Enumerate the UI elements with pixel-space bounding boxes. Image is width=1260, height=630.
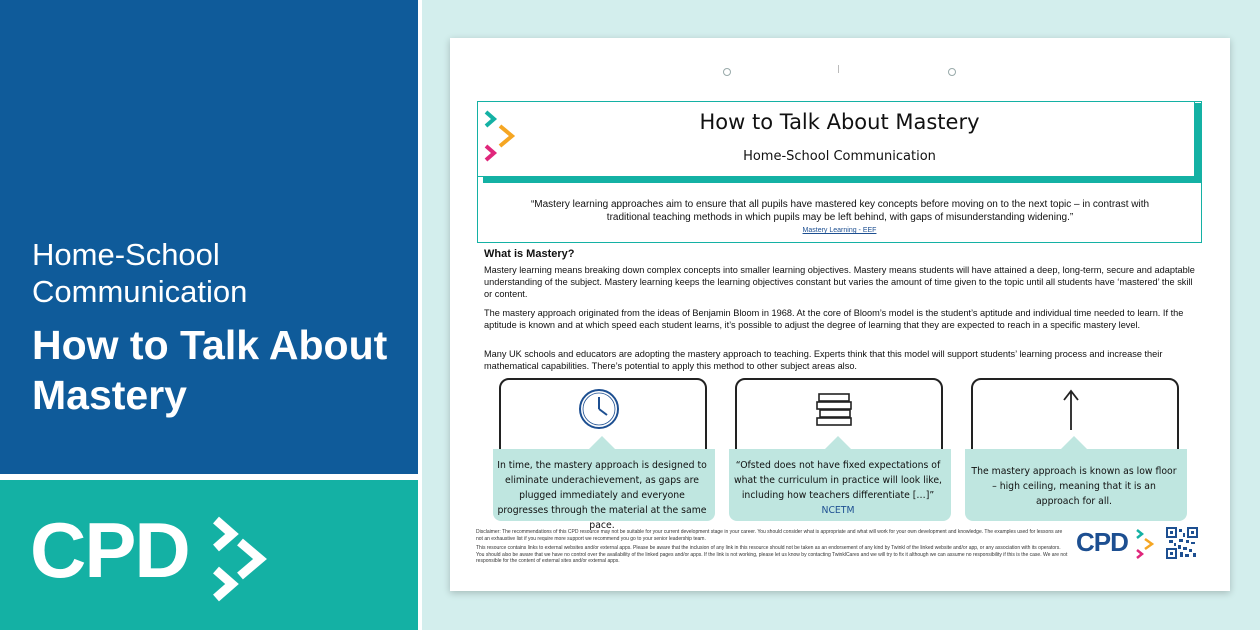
info-card xyxy=(965,378,1177,521)
card-text: The mastery approach is known as low floor – high ceiling, meaning that it is an approach for all. xyxy=(971,466,1177,507)
punch-hole-icon xyxy=(948,68,956,76)
paragraph: Mastery learning means breaking down complex concepts into smaller learning objectives. Mastery means students will have attained a deep, long-term, secure and adaptable understanding of the subject. Mastery learning keeps the learning objectives constant but varies the amount of time given to the topic until all students have ‘mastered’ the skill or content. xyxy=(484,265,1195,299)
info-card xyxy=(729,378,941,521)
panel-edge xyxy=(418,0,422,630)
clock-icon xyxy=(574,386,624,432)
document-preview xyxy=(450,38,1230,591)
disclaimer-links: This resource contains links to external websites and/or external apps. Please be aware that the inclusion of any link in this resource should not be taken as an endorsement of any kind by Twinkl of the linked website and/or app, or any association with its operators. You should also be aware that we have no control over the availability of the linked pages and/or apps. If the link is not working, please let us know by contacting TwinklCares and we will try to fix it although we can assume no responsibility if this is the case. We are not responsible for the content of external sites and/or external apps. xyxy=(476,545,1068,564)
disclaimer: Disclaimer: The recommendations of this CPD resource may not be suitable for your current development stage in your career. You should consider what is appropriate and what will work for your own development and knowledge. The examples used for lessons are not an exhaustive list if you require more support we recommend you go to your senior leadership team. xyxy=(476,529,1063,542)
card-source: NCETM xyxy=(821,505,855,516)
card-text: “Ofsted does not have fixed expectations of what the curriculum in practice will look like, including how teachers differentiate […]” NCETM xyxy=(733,460,943,516)
quote-source-link[interactable]: Mastery Learning - EEF xyxy=(802,227,877,234)
chevrons-icon xyxy=(210,516,274,602)
promo-title: How to Talk About Mastery xyxy=(32,322,388,418)
chevrons-icon xyxy=(1136,529,1156,559)
info-card xyxy=(493,378,707,531)
eef-quote: “Mastery learning approaches aim to ensure that all pupils have mastered key concepts before moving on to the next topic – in contrast with traditional teaching methods in which pupils may be left behind, with gaps of misunderstanding widening.” xyxy=(530,199,1150,223)
qr-code-icon xyxy=(1166,527,1198,559)
section-heading: What is Mastery? xyxy=(484,248,575,260)
card-text: In time, the mastery approach is designed to eliminate underachievement, as gaps are plugged immediately and everyone progresses through the material at the same pace. xyxy=(497,460,707,531)
books-icon xyxy=(810,386,860,432)
fold-mark xyxy=(838,65,839,73)
arrow-up-icon xyxy=(1046,386,1096,432)
cpd-logo: CPD xyxy=(30,506,189,594)
footer-cpd-logo: CPD xyxy=(1076,527,1128,557)
document-subtitle: Home-School Communication xyxy=(743,149,936,164)
document-title: How to Talk About Mastery xyxy=(699,110,980,134)
paragraph: Many UK schools and educators are adopting the mastery approach to teaching. Experts think that this model will support students’ learning process and increase their mathematical capabilities. There’s potential to apply this method to other subject areas also. xyxy=(484,349,1163,371)
paragraph: The mastery approach originated from the ideas of Benjamin Bloom in 1968. At the core of Bloom’s model is the student’s aptitude and individual time needed to learn. If the aptitude is known and at which speed each student learns, it’s possible to adjust the degree of learning that they are expected to reach in a specific mastery level. xyxy=(484,308,1184,330)
punch-hole-icon xyxy=(723,68,731,76)
promo-subtitle: Home-School Communication xyxy=(32,237,248,309)
